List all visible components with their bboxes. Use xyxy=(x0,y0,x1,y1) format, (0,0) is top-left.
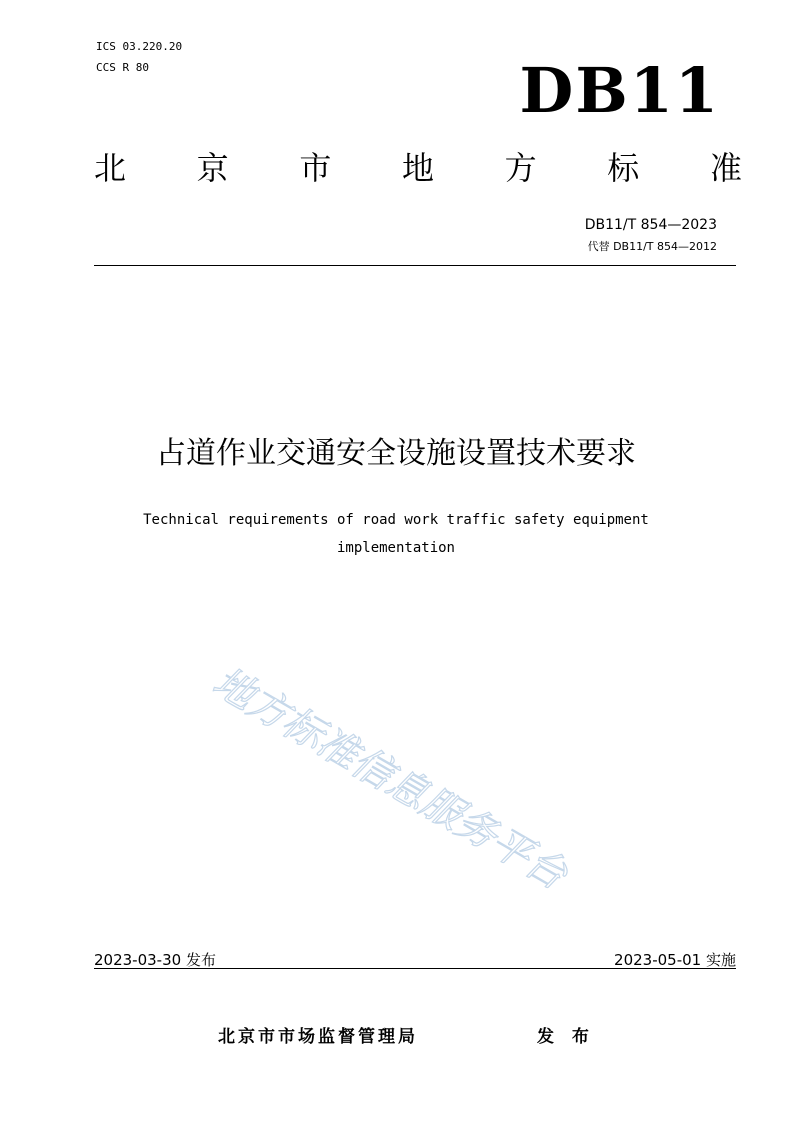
document-title-chinese: 占道作业交通安全设施设置技术要求 xyxy=(156,436,636,471)
standard-type-char: 地 xyxy=(401,149,434,187)
watermark-text: 地方标准信息服务平台 xyxy=(205,658,575,899)
watermark xyxy=(200,650,670,920)
replaces-standard: 代替 DB11/T 854—2012 xyxy=(587,240,717,253)
header-divider xyxy=(94,265,736,266)
implementation-date: 2023-05-01 实施 xyxy=(614,951,736,969)
standard-type-char: 京 xyxy=(196,149,229,187)
document-title-english: Technical requirements of road work traffic safety equipment implementation xyxy=(143,512,649,556)
footer-divider xyxy=(94,968,736,969)
standard-type-char: 北 xyxy=(94,149,127,187)
standard-code-logo: DB11 xyxy=(519,54,720,127)
publisher: 北京市市场监督管理局 xyxy=(218,1027,418,1047)
standard-type-char: 市 xyxy=(299,149,332,187)
standard-type-char: 方 xyxy=(504,149,537,187)
standard-type-char: 标 xyxy=(607,149,640,187)
issue-date: 2023-03-30 发布 xyxy=(94,951,216,969)
ccs-code: CCS R 80 xyxy=(96,61,149,74)
publish-label: 发 布 xyxy=(537,1027,595,1047)
standard-type-char: 准 xyxy=(709,149,742,187)
standard-type-heading xyxy=(94,149,742,187)
ics-code: ICS 03.220.20 xyxy=(96,40,183,53)
standard-number: DB11/T 854—2023 xyxy=(584,217,717,233)
